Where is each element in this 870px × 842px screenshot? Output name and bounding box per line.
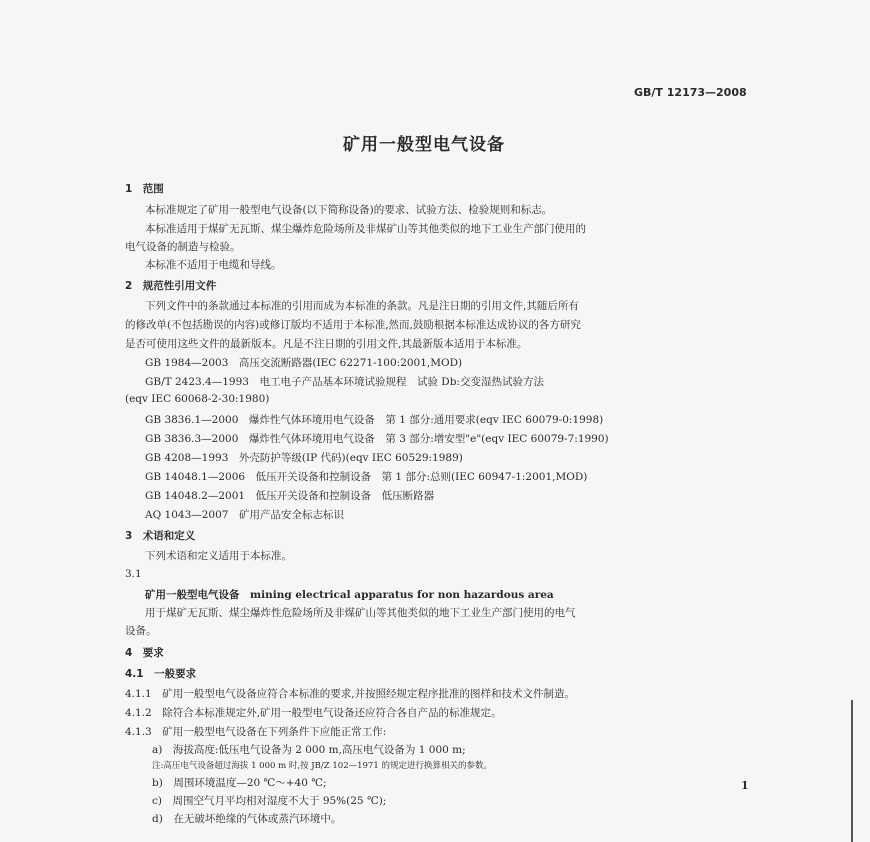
clause-line: 4.1.1 矿用一般型电气设备应符合本标准的要求,并按照经规定程序批准的图样和技术文件制造。 (125, 688, 576, 700)
section-2-line: 是否可使用这些文件的最新版本。凡是不注日期的引用文件,其最新版本适用于本标准。 (125, 338, 528, 350)
reference-item: GB 14048.2—2001 低压开关设备和控制设备 低压断路器 (145, 490, 435, 502)
clause-line: 4.1.2 除符合本标准规定外,矿用一般型电气设备还应符合各自产品的标准规定。 (125, 707, 502, 719)
subsection-number: 3.1 (125, 568, 142, 580)
list-item: b) 周围环境温度—20 ℃～+40 ℃; (152, 777, 327, 789)
section-1-line: 本标准适用于煤矿无瓦斯、煤尘爆炸危险场所及非煤矿山等其他类似的地下工业生产部门使用的 (145, 223, 586, 235)
reference-item: GB 3836.1—2000 爆炸性气体环境用电气设备 第 1 部分:通用要求(eqv IEC 60079-0:1998) (145, 414, 604, 426)
subsection-heading: 4.1 一般要求 (125, 668, 197, 680)
document-title: 矿用一般型电气设备 (343, 135, 505, 155)
reference-item: GB 14048.1—2006 低压开关设备和控制设备 第 1 部分:总则(IEC 60947-1:2001,MOD) (145, 471, 588, 483)
term-line: 矿用一般型电气设备 mining electrical apparatus for non hazardous area (145, 589, 554, 601)
section-4-heading: 4 要求 (125, 647, 164, 659)
section-1-line: 本标准不适用于电缆和导线。 (145, 259, 282, 271)
page-number: 1 (741, 779, 749, 792)
section-1-line: 本标准规定了矿用一般型电气设备(以下简称设备)的要求、试验方法、检验规则和标志。 (145, 204, 553, 216)
note-line: 注:高压电气设备超过海拔 1 000 m 时,按 JB/Z 102—1971 的规定进行换算相关的参数。 (152, 761, 492, 771)
definition-line: 用于煤矿无瓦斯、煤尘爆炸性危险场所及非煤矿山等其他类似的地下工业生产部门使用的电气 (145, 607, 576, 619)
section-2-line: 的修改单(不包括勘误的内容)或修订版均不适用于本标准,然而,鼓励根据本标准达成协议的各方研究 (125, 319, 581, 331)
definition-line: 设备。 (125, 625, 157, 637)
section-2-heading: 2 规范性引用文件 (125, 280, 217, 292)
list-item: a) 海拔高度:低压电气设备为 2 000 m,高压电气设备为 1 000 m; (152, 744, 466, 756)
list-item: d) 在无破坏绝缘的气体或蒸汽环境中。 (152, 813, 342, 825)
section-3-intro: 下列术语和定义适用于本标准。 (145, 550, 292, 562)
section-1-line: 电气设备的制造与检验。 (125, 241, 241, 253)
scan-edge (851, 700, 853, 842)
section-1-heading: 1 范围 (125, 183, 164, 195)
reference-item: GB/T 2423.4—1993 电工电子产品基本环境试验规程 试验 Db:交变湿热试验方法 (145, 376, 544, 388)
list-item: c) 周围空气月平均相对湿度不大于 95%(25 ℃); (152, 795, 387, 807)
reference-item: GB 1984—2003 高压交流断路器(IEC 62271-100:2001,MOD) (145, 357, 463, 369)
section-3-heading: 3 术语和定义 (125, 530, 196, 542)
reference-item: AQ 1043—2007 矿用产品安全标志标识 (145, 509, 344, 521)
standard-code: GB/T 12173—2008 (634, 86, 747, 99)
reference-item: GB 4208—1993 外壳防护等级(IP 代码)(eqv IEC 60529:1989) (145, 452, 463, 464)
reference-item: (eqv IEC 60068-2-30:1980) (125, 393, 270, 405)
section-2-line: 下列文件中的条款通过本标准的引用而成为本标准的条款。凡是注日期的引用文件,其随后所有 (145, 300, 579, 312)
reference-item: GB 3836.3—2000 爆炸性气体环境用电气设备 第 3 部分:增安型"e"(eqv IEC 60079-7:1990) (145, 433, 609, 445)
clause-line: 4.1.3 矿用一般型电气设备在下列条件下应能正常工作: (125, 726, 387, 738)
